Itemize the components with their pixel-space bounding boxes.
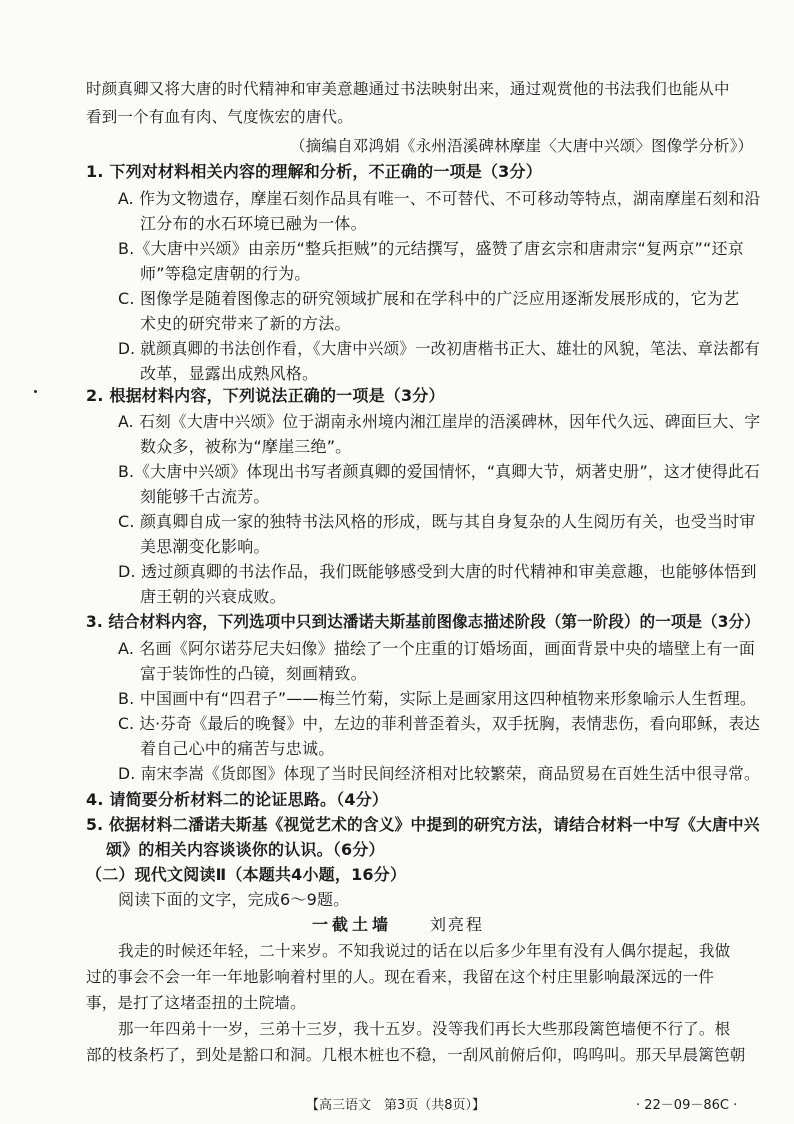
paper-code: · 22－09－86C · (636, 1098, 738, 1113)
q3-option-a-line2: 富于装饰性的凸镜，刻画精致。 (140, 664, 367, 683)
q3-option-d: D. 南宋李嵩《货郎图》体现了当时民间经济相对比较繁荣，商品贸易在百姓生活中很寻常。 (118, 764, 760, 783)
article-author: 刘亮程 (430, 915, 485, 934)
q1-option-c-line2: 术史的研究带来了新的方法。 (140, 314, 351, 333)
section-2-heading: （二）现代文阅读Ⅱ（本题共4小题，16分） (86, 865, 407, 884)
q2-option-d-line2: 唐王朝的兴衰成败。 (140, 587, 286, 606)
article-p1-line3: 事，是打了这堵歪扭的土院墙。 (86, 994, 306, 1012)
article-p2-line1: 那一年四弟十一岁，三弟十三岁，我十五岁。没等我们再长大些那段篱笆墙便不行了。根 (118, 1020, 731, 1038)
q1-option-b-line2: 师”等稳定唐朝的行为。 (140, 264, 311, 283)
q3-option-a-line1: A. 名画《阿尔诺芬尼夫妇像》描绘了一个庄重的订婚场面，画面背景中央的墙壁上有一面 (118, 639, 756, 658)
q1-option-c-line1: C. 图像学是随着图像志的研究领域扩展和在学科中的广泛应用逐渐发展形成的，它为艺 (118, 289, 740, 308)
q2-option-d-line1: D. 透过颜真卿的书法作品，我们既能够感受到大唐的时代精神和审美意趣，也能够体悟到 (118, 562, 757, 581)
article-p1-line2: 过的事会不会一年一年地影响着村里的人。现在看来，我留在这个村庄里影响最深远的一件 (86, 968, 715, 986)
question-2-stem: 2. 根据材料内容，下列说法正确的一项是（3分） (86, 386, 445, 405)
question-1-stem: 1. 下列对材料相关内容的理解和分析，不正确的一项是（3分） (86, 162, 542, 181)
intro-line-2: 看到一个有血有肉、气度恢宏的唐代。 (86, 108, 353, 126)
q1-option-b-line1: B.《大唐中兴颂》由亲历“整兵拒贼”的元结撰写，盛赞了唐玄宗和唐肃宗“复两京”“还京 (118, 239, 744, 258)
article-title: 一截土墙 (312, 915, 393, 934)
q2-option-c-line2: 美思潮变化影响。 (140, 537, 270, 556)
intro-source: （摘编自邓鸿娟《永州浯溪碑林摩崖〈大唐中兴颂〉图像学分析》） (290, 137, 754, 155)
question-3-stem: 3. 结合材料内容，下列选项中只到达潘诺夫斯基前图像志描述阶段（第一阶段）的一项是（3分） (86, 612, 760, 631)
q1-option-a-line1: A. 作为文物遗存，摩崖石刻作品具有唯一、不可替代、不可移动等特点，湖南摩崖石刻和沿 (118, 189, 761, 208)
q1-option-d-line1: D. 就颜真卿的书法创作看，《大唐中兴颂》一改初唐楷书正大、雄壮的风貌，笔法、章法都有 (118, 339, 761, 358)
q3-option-c-line2: 着自己心中的痛苦与忠诚。 (140, 739, 335, 758)
q2-option-a-line1: A. 石刻《大唐中兴颂》位于湖南永州境内湘江崖岸的浯溪碑林，因年代久远、碑面巨大、字 (118, 412, 761, 431)
q3-option-b: B. 中国画中有“四君子”——梅兰竹菊，实际上是画家用这四种植物来形象喻示人生哲理。 (118, 689, 757, 708)
q1-option-d-line2: 改革，显露出成熟风格。 (140, 364, 319, 383)
section-2-instruction: 阅读下面的文字，完成6～9题。 (118, 890, 350, 909)
question-5-line1: 5. 依据材料二潘诺夫斯基《视觉艺术的含义》中提到的研究方法，请结合材料一中写《大唐中兴 (86, 815, 760, 834)
article-p1-line1: 我走的时候还年轻，二十来岁。不知我说过的话在以后多少年里有没有人偶尔提起，我做 (118, 942, 731, 960)
question-5-line2: 颂》的相关内容谈谈你的认识。（6分） (106, 840, 385, 859)
article-p2-line2: 部的枝条朽了，到处是豁口和洞。几根木桩也不稳，一刮风前俯后仰，呜呜叫。那天早晨篱笆朝 (86, 1046, 746, 1064)
scan-speck (34, 390, 37, 393)
q2-option-b-line1: B.《大唐中兴颂》体现出书写者颜真卿的爱国情怀，“真卿大节，炳著史册”，这才使得此石 (118, 462, 761, 481)
q2-option-c-line1: C. 颜真卿自成一家的独特书法风格的形成，既与其自身复杂的人生阅历有关，也受当时审 (118, 512, 756, 531)
question-4: 4. 请简要分析材料二的论证思路。（4分） (86, 790, 389, 809)
page-footer: 【高三语文 第3页（共8页）】 (306, 1098, 486, 1113)
q1-option-a-line2: 江分布的水石环境已融为一体。 (140, 214, 367, 233)
q3-option-c-line1: C. 达·芬奇《最后的晚餐》中，左边的菲利普歪着头，双手抚胸，表情悲伤，看向耶稣，表达 (118, 714, 761, 733)
q2-option-b-line2: 刻能够千古流芳。 (140, 487, 270, 506)
intro-line-1: 时颜真卿又将大唐的时代精神和审美意趣通过书法映射出来，通过观赏他的书法我们也能从中 (86, 80, 730, 98)
q2-option-a-line2: 数众多，被称为“摩崖三绝”。 (140, 437, 352, 456)
